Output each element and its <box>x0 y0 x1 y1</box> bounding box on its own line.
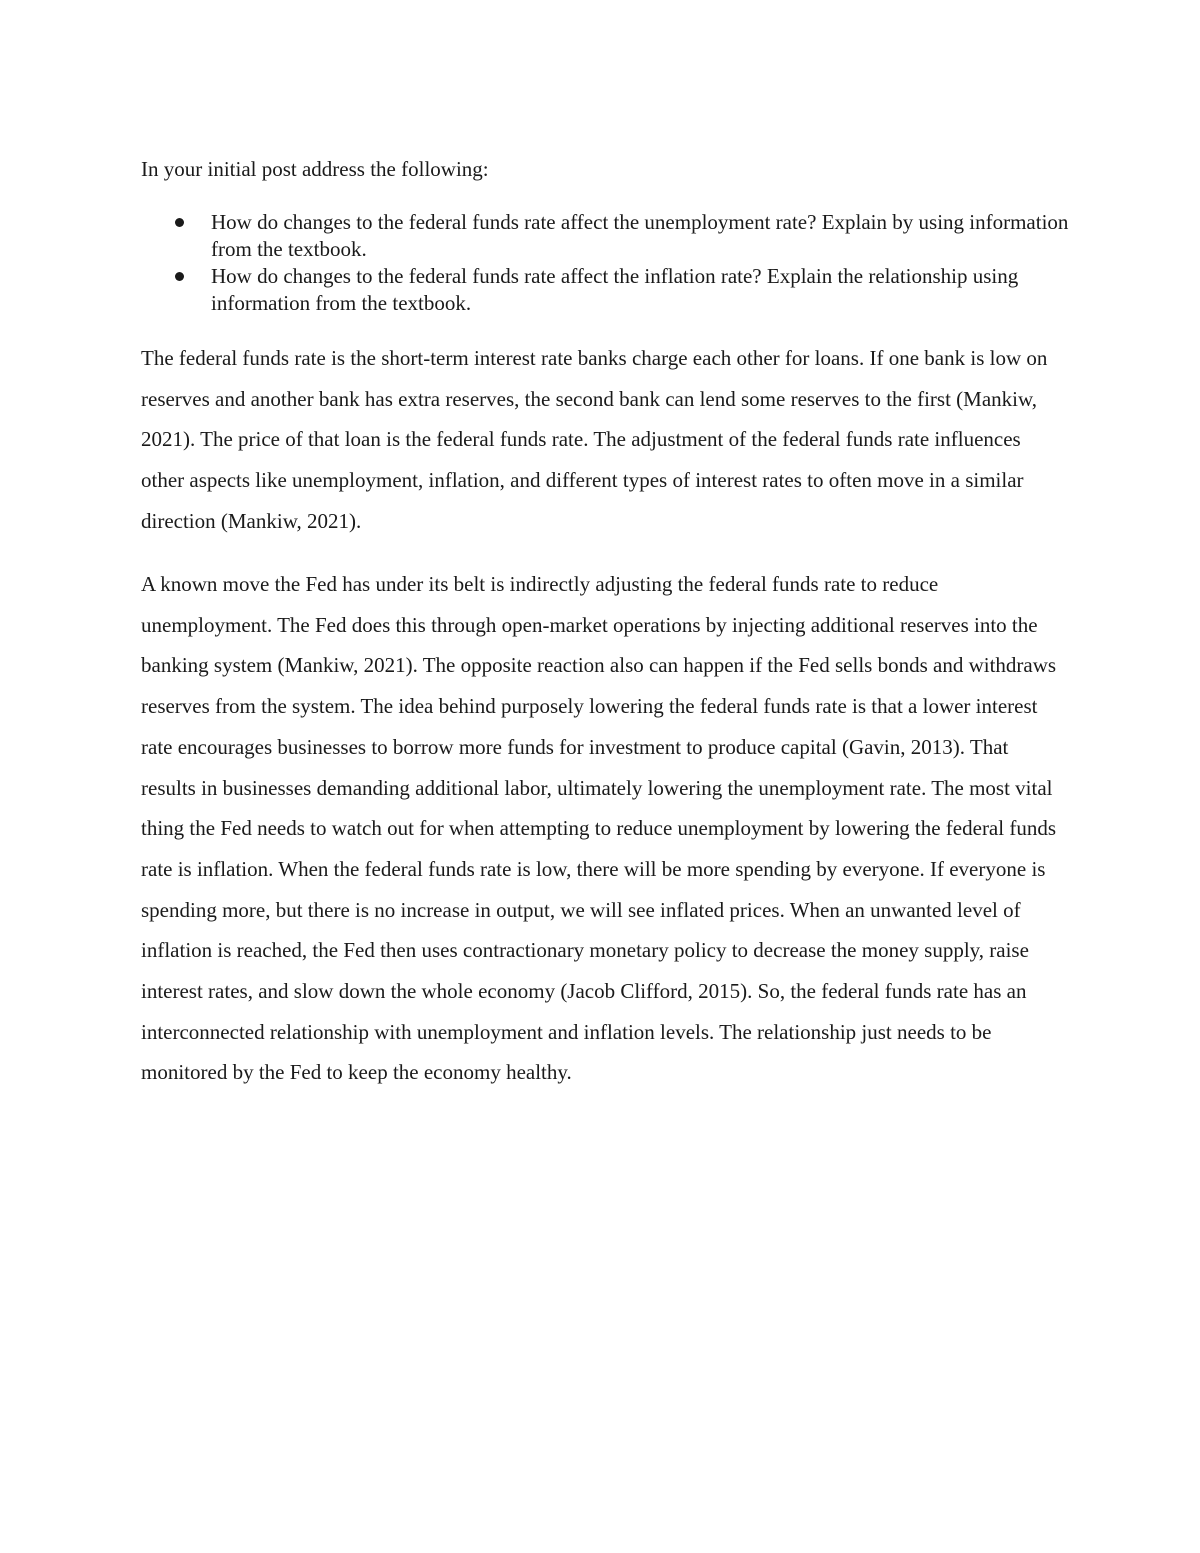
intro-line: In your initial post address the following: <box>141 157 489 181</box>
body-paragraph: The federal funds rate is the short-term interest rate banks charge each other for loans. If one bank is low on reserves and another bank has extra reserves, the second bank can lend some reserves to the first (Mankiw, 2021). The price of that loan is the federal funds rate. The adjustment of the federal funds rate influences other aspects like unemployment, inflation, and different types of interest rates to often move in a similar direction (Mankiw, 2021). <box>141 346 1048 533</box>
body-paragraph: A known move the Fed has under its belt is indirectly adjusting the federal funds rate to reduce unemployment. The Fed does this through open-market operations by injecting additional reserves into the banking system (Mankiw, 2021). The opposite reaction also can happen if the Fed sells bonds and withdraws reserves from the system. The idea behind purposely lowering the federal funds rate is that a lower interest rate encourages businesses to borrow more funds for investment to produce capital (Gavin, 2013). That results in businesses demanding additional labor, ultimately lowering the unemployment rate. The most vital thing the Fed needs to watch out for when attempting to reduce unemployment by lowering the federal funds rate is inflation. When the federal funds rate is low, there will be more spending by everyone. If everyone is spending more, but there is no increase in output, we will see inflated prices. When an unwanted level of inflation is reached, the Fed then uses contractionary monetary policy to decrease the money supply, raise interest rates, and slow down the whole economy (Jacob Clifford, 2015). So, the federal funds rate has an interconnected relationship with unemployment and inflation levels. The relationship just needs to be monitored by the Fed to keep the economy healthy. <box>141 572 1057 1085</box>
prompt-text: How do changes to the federal funds rate affect the inflation rate? Explain the relationship using information from the textbook. <box>211 264 1019 315</box>
prompt-list <box>141 209 1081 317</box>
prompt-text: How do changes to the federal funds rate affect the unemployment rate? Explain by using information from the textbook. <box>211 210 1069 261</box>
list-item <box>141 209 1081 263</box>
list-item <box>141 263 1081 317</box>
bullet-icon <box>175 218 184 227</box>
bullet-icon <box>175 272 184 281</box>
